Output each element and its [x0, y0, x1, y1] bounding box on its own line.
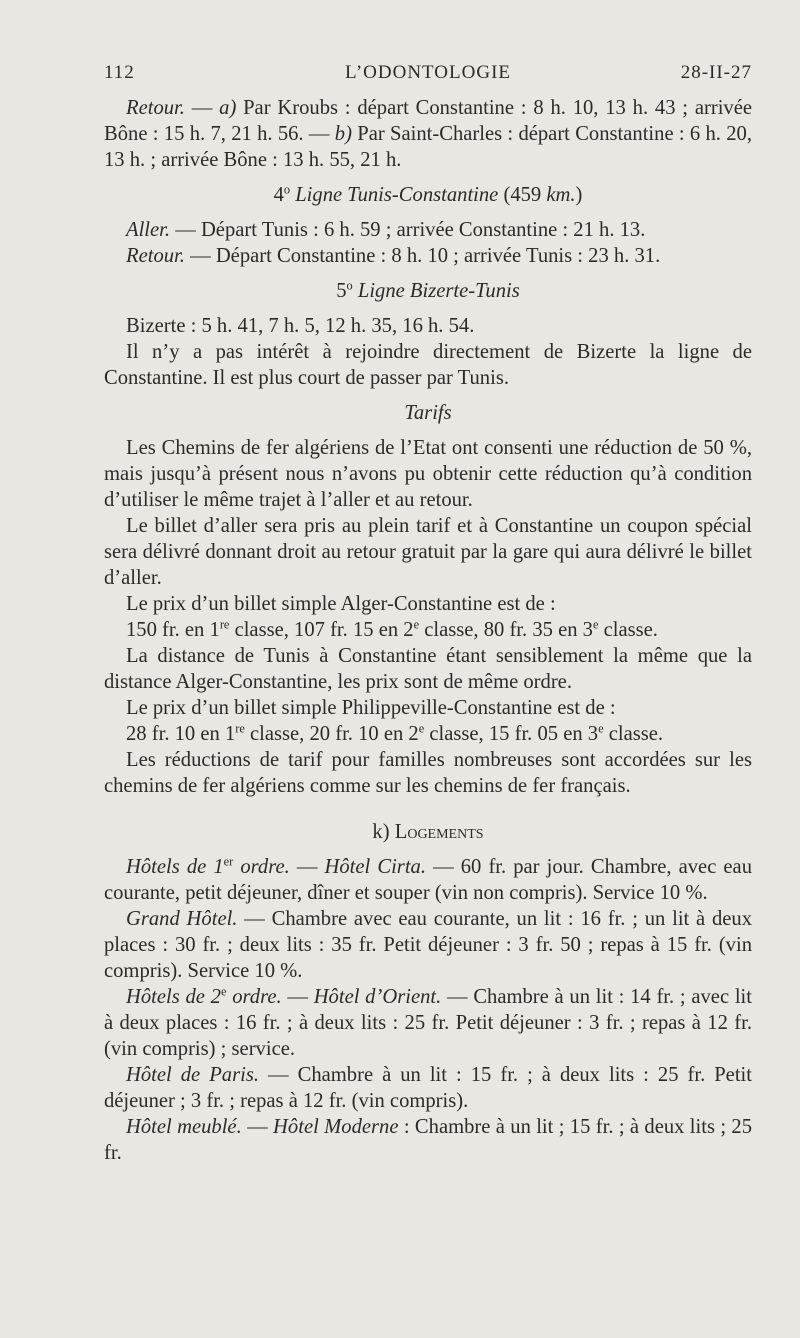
prix-alger-constantine: [104, 617, 752, 643]
ordinal: e: [413, 617, 420, 632]
prix-text: classe, 80 fr. 35 en 3: [419, 619, 593, 641]
issue-date: 28-II-27: [680, 62, 752, 83]
prix-text: classe.: [598, 619, 658, 641]
hotel-name: Hôtel Moderne: [273, 1116, 399, 1138]
ordinal: er: [223, 854, 234, 869]
heading-title: Ligne Bizerte-Tunis: [357, 280, 520, 302]
aller-paragraph: [104, 217, 752, 243]
heading-number: 5: [336, 280, 347, 302]
dash-text: —: [289, 856, 325, 878]
heading-distance: (459: [498, 184, 547, 206]
heading-initial: L: [394, 821, 408, 843]
section-heading-ligne-5: [104, 278, 752, 304]
saint-charles-times: Par Saint-Charles : départ Constantine : 6 h. 20, 13 h. ; arrivée Bône : 13 h. 55, 21 h.: [104, 123, 753, 171]
prix-text: classe, 107 fr. 15 en 2: [229, 619, 414, 641]
heading-ordinal: o: [346, 278, 353, 293]
heading-rest: ogements: [407, 821, 484, 843]
tarifs-title: Tarifs: [404, 402, 452, 424]
category-label: Hôtels de 1: [126, 856, 224, 878]
retour-tunis-paragraph: [104, 243, 752, 269]
hotel-paris-entry: [104, 1062, 752, 1114]
hotel-name: Grand Hôtel.: [126, 908, 238, 930]
category-label-end: ordre.: [226, 986, 282, 1008]
bizerte-note: Il n’y a pas intérêt à rejoindre directement de Bizerte la ligne de Constantine. Il est plus court de passer par Tunis.: [104, 341, 752, 389]
prix-text: classe, 20 fr. 10 en 2: [244, 723, 419, 745]
hotel-details: — Chambre à un lit : 14 fr. ; avec lit à deux places : 16 fr. ; à deux lits : 25 fr. Petit déjeuner : 3 fr. ; repas à 12 fr. (vin compris) ; service.: [104, 986, 752, 1060]
aller-label: Aller.: [126, 219, 171, 241]
aller-text: — Départ Tunis : 6 h. 59 ; arrivée Constantine : 21 h. 13.: [170, 219, 646, 241]
prix-text: classe, 15 fr. 05 en 3: [424, 723, 599, 745]
hotel-name: Hôtel Cirta.: [324, 856, 426, 878]
hotel-details: — Chambre avec eau courante, un lit : 16 fr. ; un lit à deux places : 30 fr. ; deux lits : 35 fr. Petit déjeuner : 3 fr. 50 ; repas à 15 fr. (vin compris). Service 10 %.: [104, 908, 752, 982]
grand-hotel-entry: [104, 906, 752, 984]
category-label: Hôtels de 2: [126, 986, 221, 1008]
tarifs-paragraph-4: La distance de Tunis à Constantine étant sensiblement la même que la distance Alger-Constantine, les prix sont de même ordre.: [104, 645, 752, 693]
heading-prefix: k): [372, 821, 395, 843]
tarifs-paragraph-3: Le prix d’un billet simple Alger-Constantine est de :: [126, 593, 556, 615]
ordinal: e: [418, 721, 425, 736]
ordinal: re: [235, 721, 245, 736]
bizerte-times: Bizerte : 5 h. 41, 7 h. 5, 12 h. 35, 16 h. 54.: [126, 315, 475, 337]
prix-text: classe.: [603, 723, 664, 745]
page-body: [104, 95, 752, 1166]
hotel-details: : Chambre à un lit ; 15 fr. ; à deux lits ; 25 fr.: [104, 1116, 752, 1164]
prix-philippeville-constantine: [104, 721, 752, 747]
prix-text: 28 fr. 10 en 1: [126, 723, 236, 745]
journal-title: L’ODONTOLOGIE: [344, 62, 512, 83]
tarifs-heading: [104, 400, 752, 426]
section-heading-ligne-4: [104, 182, 752, 208]
heading-distance-unit: km.: [546, 184, 576, 206]
hotel-moderne-entry: [104, 1114, 752, 1166]
category-label-end: ordre.: [233, 856, 290, 878]
retour-label: Retour.: [126, 97, 185, 119]
tarifs-paragraph-5: Le prix d’un billet simple Philippeville-Constantine est de :: [126, 697, 616, 719]
kroubs-times: Par Kroubs : départ Constantine : 8 h. 10, 13 h. 43 ; arrivée Bône : 15 h. 7, 21 h. 56. —: [104, 97, 752, 145]
option-b-label: b): [334, 123, 352, 145]
dash-text: —: [184, 97, 220, 119]
option-a-label: a): [219, 97, 237, 119]
ordinal: re: [219, 617, 230, 632]
tarifs-paragraph-1: Les Chemins de fer algériens de l’Etat ont consenti une réduction de 50 %, mais jusqu’à présent nous n’avons pu obtenir cette réduction qu’à condition d’utiliser le même trajet à l’aller et au retour.: [104, 437, 752, 511]
hotel-details: — Chambre à un lit : 15 fr. ; à deux lits : 25 fr. Petit déjeuner ; 3 fr. ; repas à 12 fr. (vin compris).: [104, 1064, 752, 1112]
logements-heading: [104, 819, 752, 845]
dash-text: —: [241, 1116, 274, 1138]
running-header: [104, 62, 752, 92]
hotel-name: Hôtel d’Orient.: [313, 986, 442, 1008]
hotel-name: Hôtel de Paris.: [126, 1064, 259, 1086]
retour-bone-paragraph: [104, 95, 752, 173]
ordinal: e: [220, 984, 227, 999]
heading-ordinal: o: [283, 182, 291, 197]
page-number: 112: [104, 62, 135, 83]
ordinal: e: [598, 721, 604, 736]
dash-text: —: [281, 986, 314, 1008]
heading-title: Ligne Tunis-Constantine: [295, 184, 499, 206]
hotel-cirta-entry: [104, 854, 752, 906]
prix-text: 150 fr. en 1: [126, 619, 220, 641]
category-label: Hôtel meublé.: [126, 1116, 242, 1138]
heading-number: 4: [273, 184, 284, 206]
hotel-orient-entry: [104, 984, 752, 1062]
ordinal: e: [592, 617, 599, 632]
tarifs-paragraph-2: Le billet d’aller sera pris au plein tarif et à Constantine un coupon spécial sera délivré donnant droit au retour gratuit par la gare qui aura délivré le billet d’aller.: [104, 515, 752, 589]
tarifs-paragraph-6: Les réductions de tarif pour familles nombreuses sont accordées sur les chemins de fer algériens comme sur les chemins de fer français.: [104, 749, 752, 797]
heading-distance-close: ): [575, 184, 583, 206]
retour-label: Retour.: [126, 245, 185, 267]
hotel-details: — 60 fr. par jour. Chambre, avec eau courante, petit déjeuner, dîner et souper (vin non compris). Service 10 %.: [104, 856, 752, 904]
retour-text: — Départ Constantine : 8 h. 10 ; arrivée Tunis : 23 h. 31.: [184, 245, 661, 267]
